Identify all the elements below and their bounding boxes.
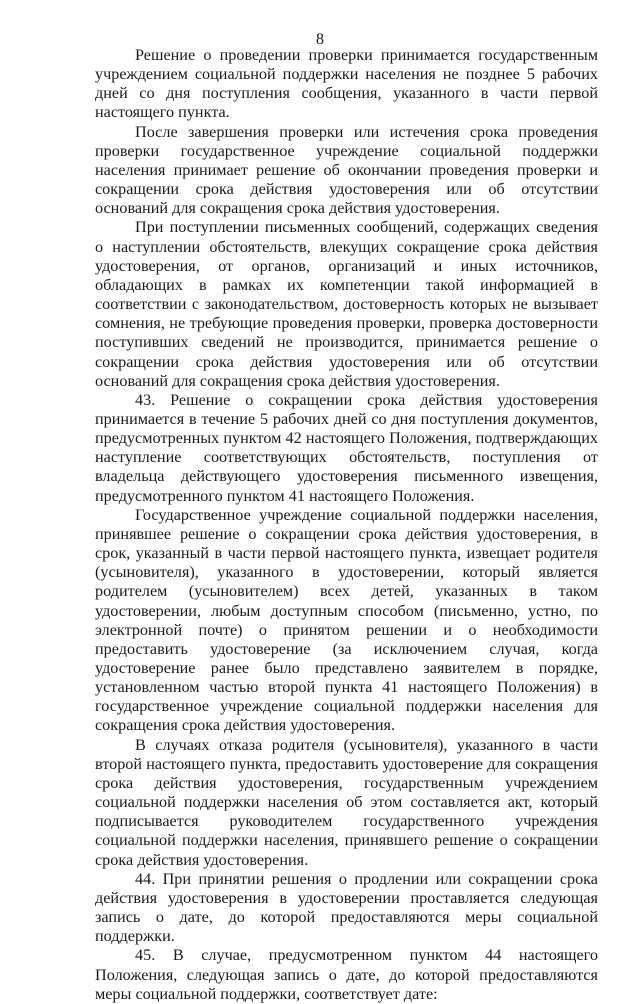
paragraph: 45. В случае, предусмотренном пунктом 44 настоящего Положения, следующая запись о дате, до которой предоставляются меры социальной поддержки, соответствует дате:: [95, 946, 598, 1003]
paragraph: При поступлении письменных сообщений, содержащих сведения о наступлении обстоятельств, влекущих сокращение срока действия удостоверения, от органов, организаций и иных источников, обладающих в рамках их компетенции такой информацией в соответствии с законодательством, достоверность которых не вызывает сомнения, не требующие проведения проверки, проверка достоверности поступивших сведений не производится, принимается решение о сокращении срока действия удостоверения или об отсутствии оснований для сокращения срока действия удостоверения.: [95, 218, 598, 390]
paragraph: После завершения проверки или истечения срока проведения проверки государственное учреждение социальной поддержки населения принимает решение об окончании проведения проверки и сокращении срока действия удостоверения или об отсутствии оснований для сокращения срока действия удостоверения.: [95, 122, 598, 218]
page-number: 8: [316, 31, 324, 48]
paragraph: Решение о проведении проверки принимается государственным учреждением социальной поддержки населения не позднее 5 рабочих дней со дня поступления сообщения, указанного в части первой настоящего пункта.: [95, 46, 598, 122]
document-body: [95, 46, 598, 1004]
paragraph: 43. Решение о сокращении срока действия удостоверения принимается в течение 5 рабочих дней со дня поступления документов, предусмотренных пунктом 42 настоящего Положения, подтверждающих наступление соответствующих обстоятельств, поступления от владельца действующего удостоверения письменного извещения, предусмотренного пунктом 41 настоящего Положения.: [95, 390, 598, 505]
paragraph: Государственное учреждение социальной поддержки населения, принявшее решение о сокращении срока действия удостоверения, в срок, указанный в части первой настоящего пункта, извещает родителя (усыновителя), указанного в удостоверении, который является родителем (усыновителем) всех детей, указанных в таком удостоверении, любым доступным способом (письменно, устно, по электронной почте) о принятом решении и о необходимости предоставить удостоверение (за исключением случая, когда удостоверение ранее было представлено заявителем в порядке, установленном частью второй пункта 41 настоящего Положения) в государственное учреждение социальной поддержки населения для сокращения срока действия удостоверения.: [95, 505, 598, 735]
paragraph: 44. При принятии решения о продлении или сокращении срока действия удостоверения в удостоверении проставляется следующая запись о дате, до которой предоставляются меры социальной поддержки.: [95, 869, 598, 946]
paragraph: В случаях отказа родителя (усыновителя), указанного в части второй настоящего пункта, предоставить удостоверение для сокращения срока действия удостоверения, государственным учреждением социальной поддержки населения об этом составляется акт, который подписывается руководителем государственного учреждения социальной поддержки населения, принявшего решение о сокращении срока действия удостоверения.: [95, 735, 598, 869]
